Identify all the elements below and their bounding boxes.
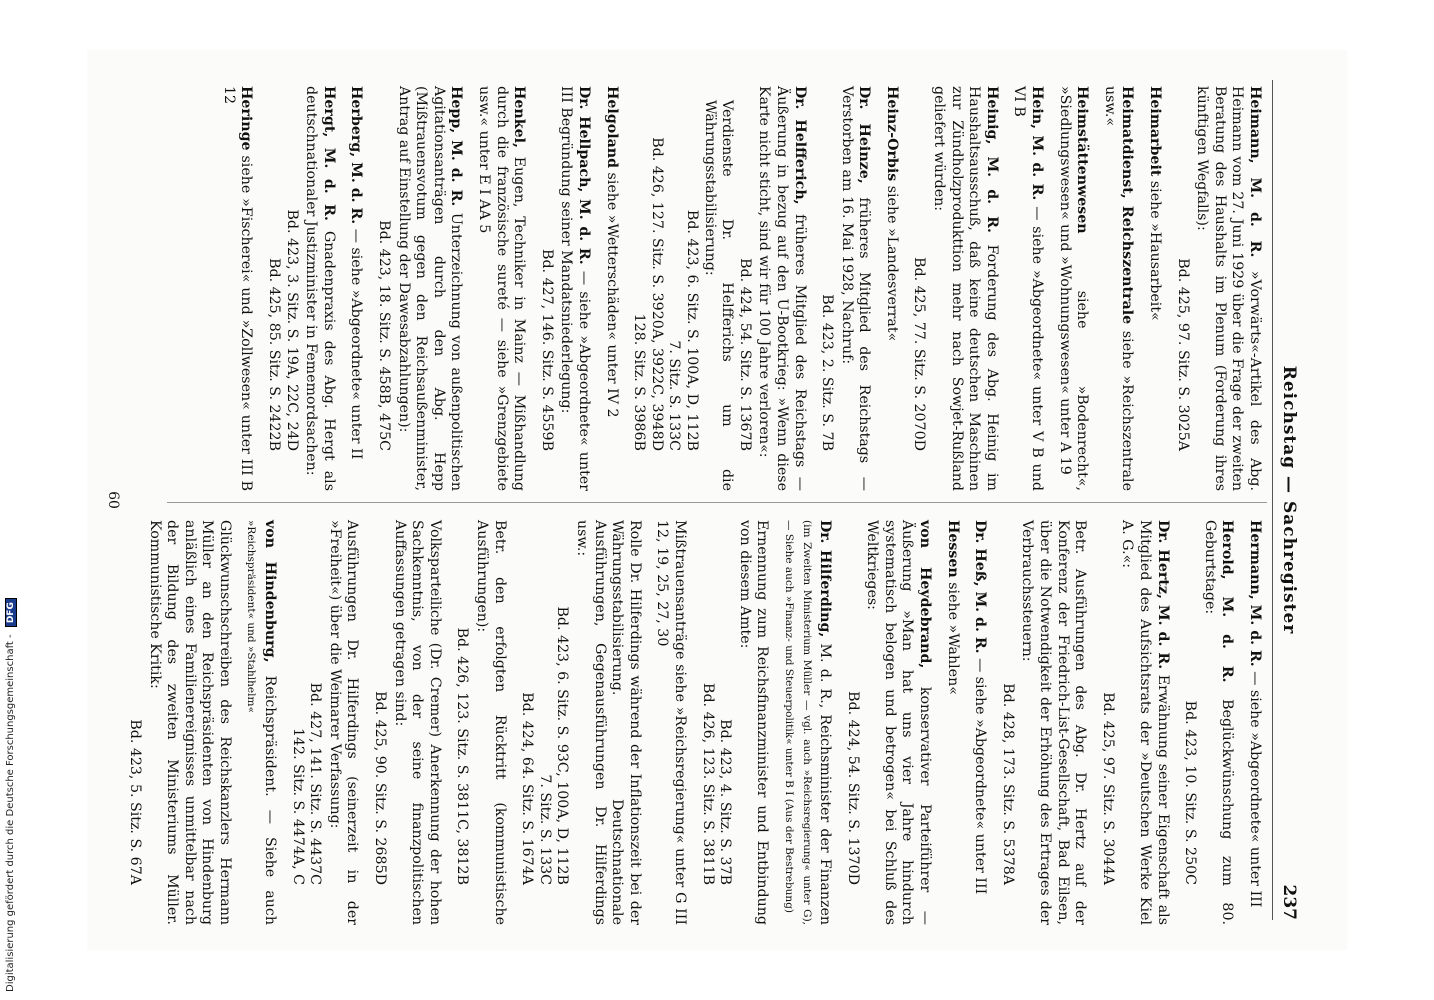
index-entry — [780, 520, 833, 925]
entry-body: — siehe »Abgeordnete« unter III — [972, 658, 989, 895]
entry-keyword: von Hindenburg, — [262, 520, 279, 663]
index-entry — [1098, 520, 1170, 925]
entry-body: »Vorwärts«-Artikel des Abg. Heimann vom 27. Juni 1929 über die Frage der zweiten Beratung des Haushalts im Plenum (Forderung ihres künftigen Wegfalls): — [1194, 86, 1263, 491]
entry-text — [602, 86, 620, 491]
entry-text — [930, 86, 1000, 491]
entry-text — [1018, 520, 1088, 925]
entry-keyword: Henkel, — [511, 86, 528, 148]
entry-reference: Verdienste Dr. Helfferichs um die Währungsstabilisierung: — [701, 100, 736, 491]
entry-keyword: Dr. Hertz, M. d. R. — [1154, 520, 1171, 670]
index-entry — [630, 86, 808, 491]
entry-keyword: Helgoland — [603, 86, 620, 169]
entry-reference: Bd. 423, 2. Sitz. S. 7B — [819, 294, 836, 451]
entry-keyword: Dr. Heinze, — [856, 86, 873, 184]
dfg-logo: DFG — [5, 598, 17, 627]
entry-text — [1200, 520, 1235, 925]
entry-keyword: Herberg, M. d. R. — [348, 86, 365, 225]
index-entry — [125, 520, 233, 925]
entry-body: Ernennung zum Reichsfinanzminister und Entbindung von diesem Amte: — [736, 520, 771, 925]
entry-body: Erwähnung seiner Eigenschaft als Mitglied des Aufsichtsrats der »Deutschen Werke Kiel A. G.«: — [1119, 520, 1171, 925]
entry-reference: Bd. 423, 6. Sitz. S. 100A, D, 112B — [683, 209, 700, 451]
entry-keyword: Hermann, M. d. R. — [1247, 520, 1263, 667]
index-entry — [374, 86, 464, 491]
entry-keyword: Dr. Hilferding, — [817, 520, 834, 638]
entry-text — [390, 520, 443, 925]
entry-keyword: Herold, M. d. R. — [1219, 520, 1236, 683]
entry-reference: Bd. 425, 85. Sitz. S. 2422B — [266, 258, 283, 451]
entry-text — [219, 86, 254, 491]
entry-text — [755, 86, 808, 491]
index-entry — [518, 520, 643, 925]
page-title: Reichstag — Sachregister — [1279, 365, 1299, 635]
entry-text — [472, 520, 507, 925]
entry-keyword: Hergt, M. d. R. — [320, 86, 337, 221]
entry-body: Rolle Dr. Hilferdings während der Inflationszeit bei der Währungsstabilisierung. Deutschnationale Ausführungen, Gegenausführungen Dr. Hilferdings usw.: — [574, 520, 643, 925]
entry-body: Glückwunschschreiben des Reichskanzlers Hermann Müller an den Reichspräsidenten von Hindenburg anläßlich eines Familienereignisses unmittelbar nach der Bildung des zweiten Ministeriums Müller. Kommunistische Kritik: — [146, 520, 233, 925]
entry-reference: Bd. 423, 4. Sitz. S. 37B — [717, 719, 734, 885]
entry-text — [557, 86, 592, 491]
entry-body: — siehe »Abgeordnete« unter V B und VI B — [1011, 86, 1046, 491]
funding-note-text: Digitalisierung gefördert durch die Deutsche Forschungsgemeinschaft - — [5, 634, 16, 992]
index-entry — [1245, 520, 1263, 925]
entry-reference: Bd. 426, 123. Sitz. S. 3811B — [699, 683, 716, 885]
entry-body: früheres Mitglied des Reichstags — Verstorben am 16. Mai 1928, Nachruf: — [838, 86, 873, 491]
entry-text — [572, 520, 642, 925]
page-header — [1272, 80, 1299, 920]
entry-body: früheres Mitglied des Reichstags — Äußerung in bezug auf den U-Bootkrieg: »Wenn diese Karte nicht sticht, sind wir für 100 Jahre verloren«: — [756, 86, 808, 491]
index-entry — [998, 520, 1088, 925]
entry-keyword: Hepp, M. d. R. — [448, 86, 465, 207]
entry-keyword: Dr. Hellpach, M. d. R. — [576, 86, 592, 265]
entry-reference: Bd. 423, 5. Sitz. S. 67A — [126, 719, 143, 885]
entry-body: siehe »Bodenrecht«, »Siedlungswesen« und »Wohnungswesen« unter A 19 — [1056, 86, 1091, 491]
index-entry — [288, 520, 360, 925]
index-entry — [537, 86, 592, 491]
entry-keyword: von Heydebrand, — [917, 520, 934, 669]
entry-text — [837, 86, 872, 491]
entry-body: Ausführungen Dr. Hilferdings (seinerzeit in der »Freiheit«) über die Weimarer Verfassung: — [326, 520, 361, 925]
entry-body: — siehe »Abgeordnete« unter II — [348, 228, 365, 460]
index-entry — [882, 86, 900, 491]
entry-text — [302, 86, 337, 491]
index-entry — [347, 86, 365, 491]
funding-note — [2, 2, 20, 992]
entry-body: — siehe »Abgeordnete« unter III Begründung seiner Mandatsniederlegung: — [558, 86, 592, 491]
index-entry — [265, 86, 337, 491]
left-column — [209, 86, 1263, 491]
entry-text — [1193, 86, 1263, 491]
entry-body: siehe »Reichszentrale usw.« — [1101, 86, 1136, 491]
entry-keyword: Heimatdienst, Reichszentrale — [1119, 86, 1136, 325]
entry-text — [394, 86, 464, 491]
entry-text — [347, 86, 365, 491]
entry-body: siehe »Wahlen« — [944, 582, 961, 695]
entry-text — [1118, 520, 1171, 925]
entry-reference: Bd. 424, 54. Sitz. S. 1370D — [844, 691, 861, 885]
entry-body: siehe »Hausarbeit« — [1147, 180, 1164, 321]
index-entry — [971, 520, 989, 925]
entry-body: konservativer Parteiführer — Äußerung »Man hat uns vier Jahre hindurch systematisch belogen und betrogen« bei Schluß des Weltkrieges: — [864, 520, 934, 925]
entry-body: M. d. R., Reichsminister der Finanzen — [817, 643, 834, 925]
index-entry — [1010, 86, 1045, 491]
entry-text — [882, 86, 900, 491]
entry-reference: Bd. 428, 173. Sitz. S. 5378A — [999, 683, 1016, 885]
entry-text — [1245, 520, 1263, 925]
index-entry — [1100, 86, 1135, 491]
entry-reference: Bd. 427, 141. Sitz. S. 4437C — [307, 682, 324, 885]
entry-keyword: Heinz-Orbis — [883, 86, 900, 182]
index-entry — [602, 86, 620, 491]
entry-text — [735, 520, 770, 925]
index-entry — [943, 520, 961, 925]
index-entry — [1173, 86, 1263, 491]
entry-text — [653, 520, 688, 925]
index-entry — [698, 520, 770, 925]
index-entry — [1181, 520, 1236, 925]
entry-body: Unterzeichnung von außenpolitischen Agitationsanträgen durch den Abg. Hepp (Mißtrauensvotum gegen den Reichsaußenminister, Antrag auf Einstellung der Dawesabzahlungen): — [395, 86, 465, 491]
entry-reference: Bd. 426, 123. Sitz. S. 3811C, 3812B — [454, 627, 471, 885]
entry-body: Forderung des Abg. Heinig im Haushaltsausschuß, daß keine deutschen Maschinen zur Zündholzprodukttion mehr nach Sowjet-Rußland geliefert würden: — [931, 86, 1000, 492]
index-entry — [653, 520, 688, 925]
entry-reference: Bd. 425, 90. Sitz. S. 2685D — [372, 691, 389, 885]
entry-body: Reichspräsident. — Siehe auch — [262, 675, 279, 925]
entry-reference: 7. Sitz. S. 133C — [536, 774, 553, 885]
index-entry — [818, 86, 873, 491]
entry-reference: Bd. 426, 127. Sitz. S. 3920A, 3922C, 3948D — [648, 137, 665, 451]
entry-reference: Bd. 423, 6. Sitz. S. 93C, 100A, D, 112B — [554, 606, 571, 885]
entry-keyword: Hein, M. d. R. — [1029, 86, 1046, 201]
entry-keyword: Dr. Helfferich, — [791, 86, 808, 205]
entry-body: siehe »Wetterschäden« unter IV 2 — [603, 172, 620, 418]
entry-reference: Bd. 423, 18. Sitz. S. 458B, 475C — [376, 220, 393, 451]
index-entry — [1055, 86, 1090, 491]
entry-body: Volksparteiliche (Dr. Cremer) Anerkennung der hohen Sachkenntnis, von der seine finanzpolitischen Auffassungen getragen sind: — [391, 520, 443, 925]
entry-text — [325, 520, 360, 925]
entry-body: Mißtrauensanträge siehe »Reichsregierung« unter G III 12, 19, 25, 27, 30 — [654, 520, 688, 925]
entry-body: Beglückwünschung zum 80. Geburtstage: — [1201, 520, 1236, 925]
column-divider — [167, 502, 1267, 503]
scanned-page — [87, 50, 1347, 950]
right-column — [115, 520, 1263, 925]
entry-text — [943, 520, 961, 925]
page-number: 237 — [1279, 884, 1299, 920]
index-entry — [843, 520, 933, 925]
entry-body: siehe »Fischerei« und »Zollwesen« unter III B 12 — [220, 86, 255, 491]
entry-keyword: Heinig, M. d. R. — [983, 86, 1000, 233]
entry-text — [1010, 86, 1045, 491]
entry-body: siehe »Landesverrat« — [883, 185, 900, 342]
entry-text — [971, 520, 989, 925]
entry-text — [780, 520, 833, 925]
entry-keyword: Heimstättenwesen — [1074, 86, 1091, 234]
entry-body: Betr. Ausführungen des Abg. Dr. Hertz auf der Konferenz der Friedrich-List-Gesellschaft, Bad Eilsen, über die Notwendigkeit der Erhöhung des Ertrages der Verbrauchssteuern: — [1019, 520, 1089, 925]
entry-keyword: Hessen — [944, 520, 961, 578]
entry-text — [243, 520, 278, 925]
entry-text — [145, 520, 233, 925]
index-entry — [474, 86, 527, 491]
index-entry — [910, 86, 1000, 491]
entry-reference: Bd. 424, 54. Sitz. S. 1367B — [736, 258, 753, 451]
index-entry — [1145, 86, 1163, 491]
entry-keyword: Heimann, M. d. R. — [1247, 86, 1263, 258]
entry-text — [1145, 86, 1163, 491]
entry-reference: Bd. 427, 146. Sitz. S. 4559B — [538, 249, 555, 451]
entry-reference: 128. Sitz. S. 3986B — [631, 313, 648, 451]
entry-reference: 142. Sitz. S. 4474A, C — [289, 727, 306, 885]
entry-text — [1055, 86, 1090, 491]
entry-body: — siehe »Abgeordnete« unter III — [1247, 671, 1263, 908]
entry-reference: 7. Sitz. S. 133C — [666, 340, 683, 451]
entry-keyword: Dr. Heß, M. d. R. — [972, 520, 989, 654]
entry-body: Eugen, Techniker in Mainz — Mißhandlung durch die französische sureté — siehe »Grenzgebiete usw.« unter E I AA 5 — [476, 86, 528, 491]
entry-reference: Bd. 424, 64. Sitz. S. 1674A — [519, 692, 536, 885]
entry-reference: Bd. 423, 3. Sitz. S. 19A, 22C, 24D — [283, 209, 300, 451]
index-entry — [453, 520, 508, 925]
entry-keyword: Heringe — [238, 86, 255, 151]
entry-body: Gnadenpraxis des Abg. Hergt als deutschnationaler Justizminister in Fememordsachen: — [303, 86, 337, 491]
entry-body: Betr. den erfolgten Rücktritt (kommunistische Ausführungen): — [474, 520, 508, 925]
index-entry — [243, 520, 278, 925]
entry-text — [474, 86, 527, 491]
entry-reference: Bd. 423, 10. Sitz. S. 250C — [1182, 700, 1199, 885]
index-entry — [219, 86, 254, 491]
entry-text — [1100, 86, 1135, 491]
footer-number: 60 — [105, 491, 121, 509]
entry-reference: Bd. 425, 97. Sitz. S. 3025A — [1174, 258, 1191, 451]
entry-keyword: Heimarbeit — [1147, 86, 1164, 177]
entry-note: (im Zweiten Ministerium Müller — vgl. auch »Reichsregierung« unter G), — Siehe auch »Finanz- und Steuerpolitik« unter B I (Aus der Bestrebung) — [782, 520, 813, 925]
entry-note: »Reichspräsident« und »Stahlhelm« — [245, 520, 258, 713]
entry-reference: Bd. 425, 97. Sitz. S. 3044A — [1099, 692, 1116, 885]
index-entry — [370, 520, 442, 925]
entry-text — [863, 520, 933, 925]
entry-reference: Bd. 425, 77. Sitz. S. 2070D — [911, 257, 928, 451]
